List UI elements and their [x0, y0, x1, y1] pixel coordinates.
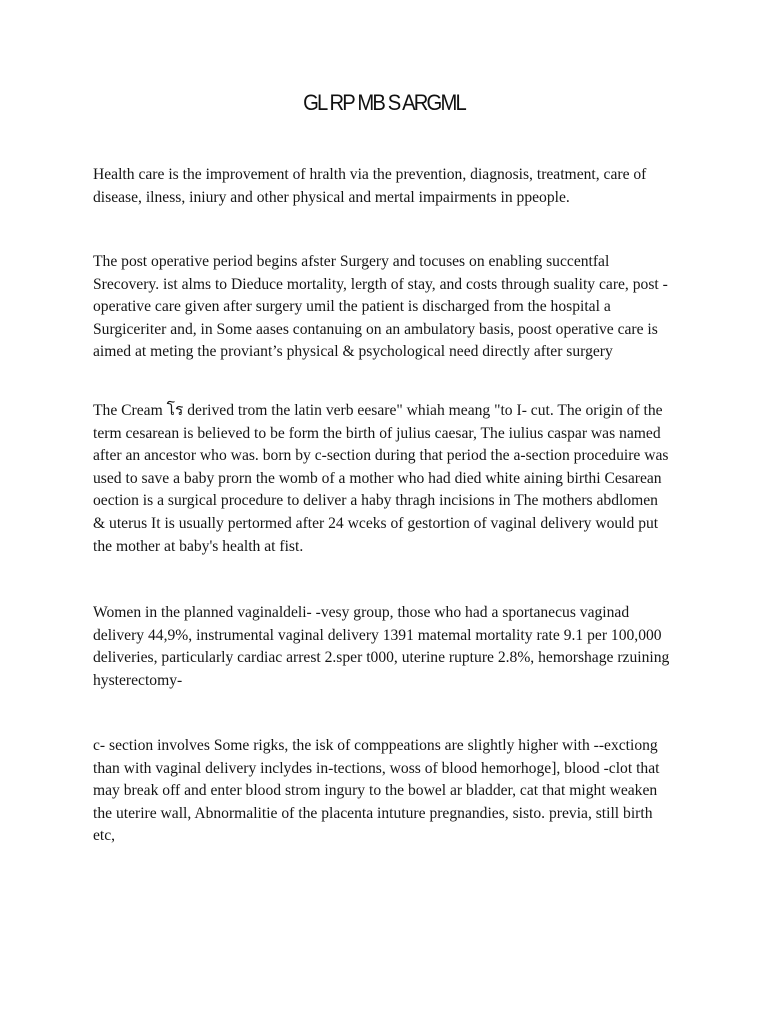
paragraph-cesarean-origin: The Cream โร derived trom the latin verb eesare" whiah meang "to I- cut. The origin of the term cesarean is believed to be form the birth of julius caesar, The iulius caspar was named after an ancestor who was. born by c-section during that period the a-section proceduire was used to save a baby prorn the womb of a mother who had died white aining birthi Cesarean oection is a surgical procedure to deliver a haby thragh incisions in The mothers abdlomen & uterus It is usually pertormed after 24 wceks of gestortion of vaginal delivery would put the mother at baby's health at fist. — [93, 402, 669, 555]
paragraph-vaginal-delivery-statistics: Women in the planned vaginaldeli- -vesy group, those who had a sportanecus vaginad delivery 44,9%, instrumental vaginal delivery 1391 matemal mortality rate 9.1 per 100,000 deliveries, particularly cardiac arrest 2.sper t000, uterine rupture 2.8%, hemorshage rzuining hysterectomy- — [93, 604, 670, 689]
paragraph-health-care: Health care is the improvement of hralth via the prevention, diagnosis, treatment, care of disease, ilness, iniury and other physical and mertal impairments in ppeople. — [93, 166, 647, 206]
paragraph-post-operative: The post operative period begins afster Surgery and tocuses on enabling succentfal Srecovery. ist alms to Dieduce mortality, lergth of stay, and costs through suality care, post -operative care given after surgery umil the patient is discharged from the hospital a Surgiceriter and, in Some aases contanuing on an ambulatory basis, poost operative care is aimed at meting the proviant’s physical & psychological need directly after surgery — [93, 253, 668, 361]
paragraph-c-section-risks: c- section involves Some rigks, the isk of comppeations are slightly higher with --exctiong than with vaginal delivery inclydes in-tections, woss of blood hemorhoge], blood -clot that may break off and enter blood strom ingury to the bowel ar bladder, cat that might weaken the uterire wall, Abnormalitie of the placenta intuture pregnandies, sisto. previa, still birth etc, — [93, 737, 660, 845]
document-title: GL RP MB S ARGML — [303, 90, 465, 115]
